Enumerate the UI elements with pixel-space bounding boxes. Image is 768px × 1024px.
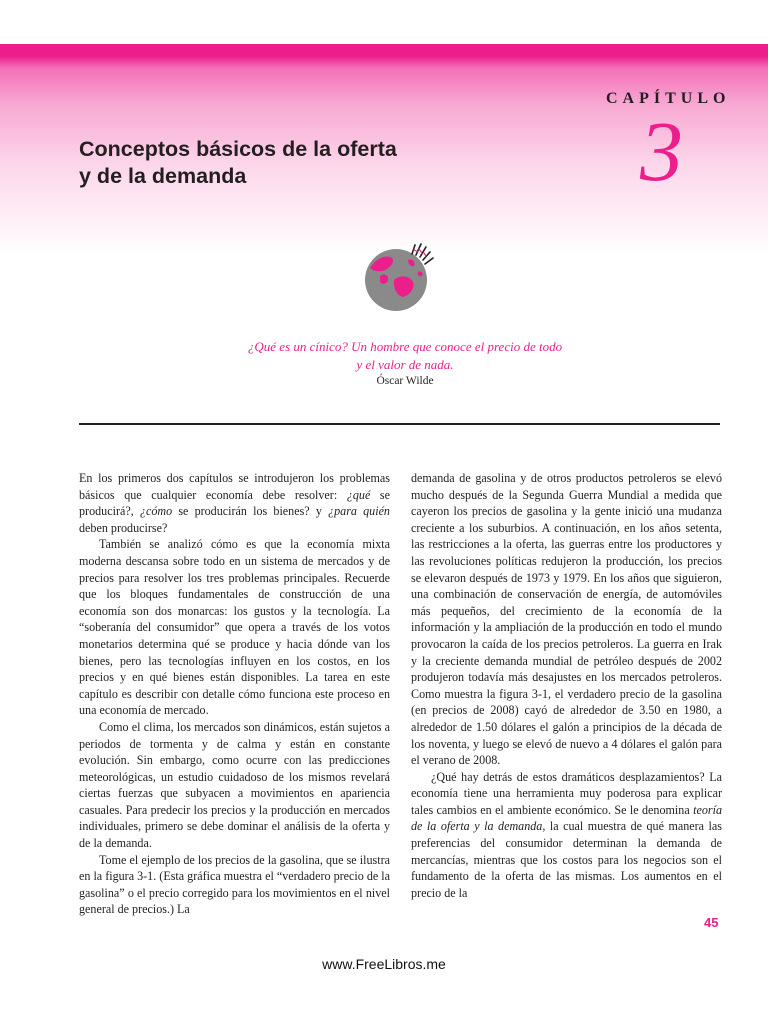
chapter-label: CAPÍTULO — [606, 90, 731, 107]
section-divider — [79, 423, 720, 425]
paragraph: demanda de gasolina y de otros productos petroleros se elevó mucho después de la Segunda Guerra Mundial a medida que cayeron los precios de gasolina y la gente inició una mudanza creciente a los suburbios. A continuación, en los años setenta, las restricciones a la oferta, las guerras entre los productores y las revoluciones políticas redujeron la producción, los precios se elevaron después de 1973 y 1979. En los años que siguieron, una combinación de conservación de energía, de automóviles más pequeños, del crecimiento de la economía de la información y la ampliación de la producción en todo el mundo provocaron la caída de los precios petroleros. La guerra en Irak y la creciente demanda mundial de petróleo después de 2002 produjeron todavía más desajustes en los mercados petroleros. Como muestra la figura 3-1, el verdadero precio de la gasolina (en precios de 2008) cayó de alrededor de 3.50 en 1980, a alrededor de 1.50 dólares el galón a principios de la década de los noventa, y luego se elevó de nuevo a 4 dólares el galón para el verano de 2008. — [411, 471, 722, 768]
chapter-title-line1: Conceptos básicos de la oferta — [79, 137, 397, 161]
paragraph: Tome el ejemplo de los precios de la gasolina, que se ilustra en la figura 3-1. (Esta gráfica muestra el “verdadero precio de la gasolina” o el precio corregido para los movimientos en el nivel general de precios.) La — [79, 852, 390, 917]
footer-link[interactable]: www.FreeLibros.me — [322, 956, 446, 972]
paragraph: En los primeros dos capítulos se introdujeron los problemas básicos que cualquier economía debe resolver: ¿qué se producirá?, ¿cómo se producirán los bienes? y ¿para quién deben producirse? — [79, 471, 390, 535]
epigraph-line2: y el valor de nada. — [356, 357, 454, 372]
paragraph: ¿Qué hay detrás de estos dramáticos desplazamientos? La economía tiene una herramienta muy poderosa para explicar tales cambios en el ambiente económico. Se le denomina teoría de la oferta y la demanda, la cual muestra de qué manera las preferencias del consumidor determinan la demanda de mercancías, mientras que los costos para los negocios son el fundamento de la oferta de las mismas. Los aumentos en el precio de la — [411, 769, 722, 900]
chapter-title — [79, 136, 499, 190]
epigraph-quote — [200, 338, 610, 374]
globe-icon — [358, 240, 438, 315]
epigraph-line1: ¿Qué es un cínico? Un hombre que conoce el precio de todo — [247, 339, 563, 354]
epigraph-author: Óscar Wilde — [376, 375, 434, 387]
paragraph: También se analizó cómo es que la economía mixta moderna descansa sobre todo en un sistema de mercados y de precios para resolver los tres problemas principales. Recuerde que los bloques fundamentales de construcción de una economía son dos monarcas: los gustos y la tecnología. La “soberanía del consumidor” que opera a través de los votos monetarios determina qué se produce y hacia dónde van los bienes, pero las tecnologías influyen en los costos, en los precios y en qué bienes están disponibles. La tarea en este capítulo es describir con detalle cómo funciona este proceso en una economía de mercado. — [79, 537, 390, 718]
chapter-title-line2: y de la demanda — [79, 164, 247, 188]
chapter-number: 3 — [640, 103, 683, 199]
body-column-right — [411, 470, 722, 901]
body-column-left — [79, 470, 390, 918]
page-number: 45 — [704, 915, 719, 930]
paragraph: Como el clima, los mercados son dinámicos, están sujetos a periodos de tormenta y de calma y están en constante evolución. Sin embargo, como ocurre con las predicciones meteorológicas, un estudio cuidadoso de los mismos revelará ciertas fuerzas que subyacen a movimientos en apariencia casuales. Para predecir los precios y la producción en mercados individuales, primero se debe dominar el análisis de la oferta y de la demanda. — [79, 719, 390, 851]
